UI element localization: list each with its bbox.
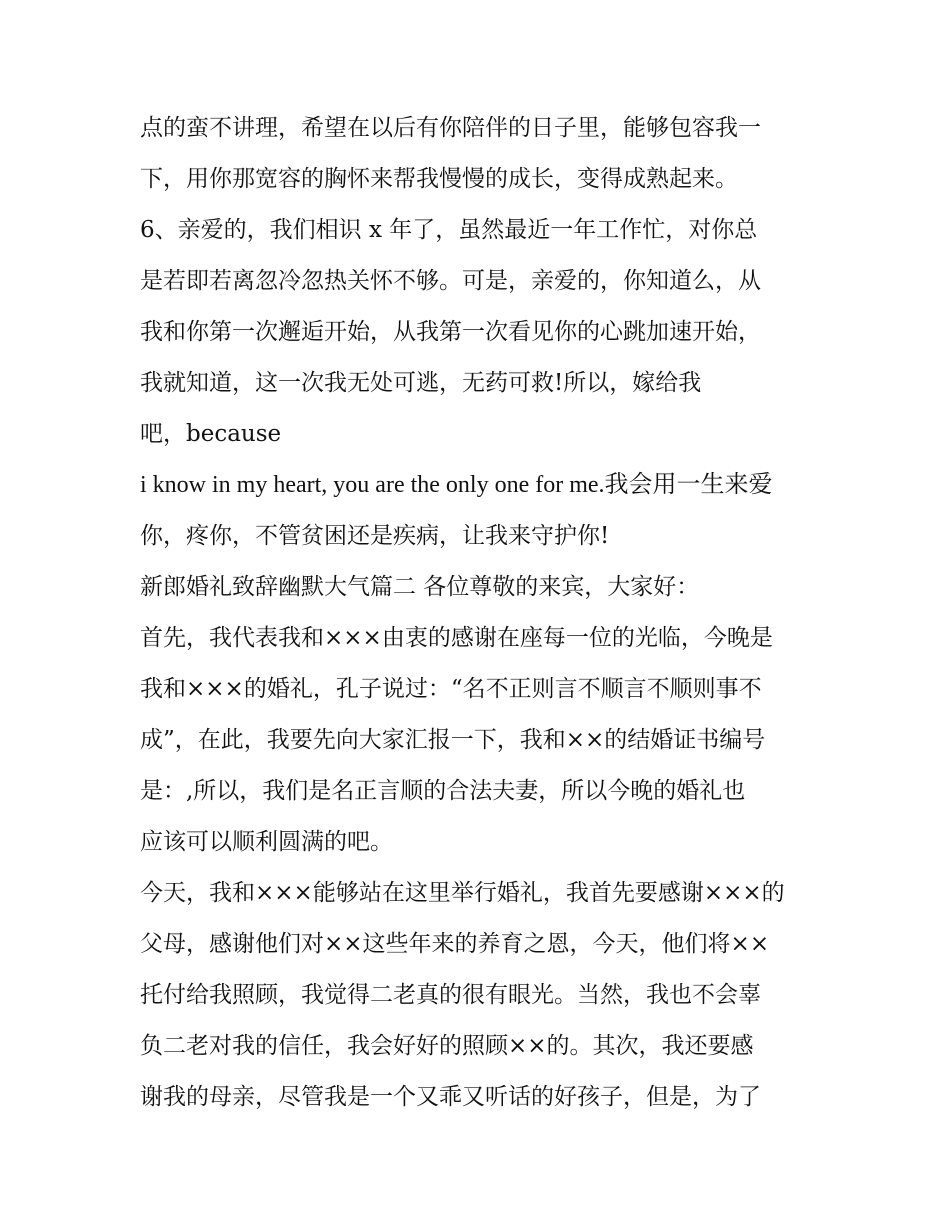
document-body — [140, 103, 820, 1123]
text-line: 我和你第一次邂逅开始，从我第一次看见你的心跳加速开始， — [140, 319, 761, 345]
text-line: 父母，感谢他们对××这些年来的养育之恩，今天，他们将×× — [140, 931, 770, 957]
text-line: 负二老对我的信任，我会好好的照顾××的。其次，我还要感 — [140, 1033, 754, 1059]
text-line: 首先，我代表我和×××由衷的感谢在座每一位的光临，今晚是 — [140, 625, 773, 651]
text-line: 我就知道，这一次我无处可逃，无药可救!所以，嫁给我 — [140, 370, 702, 396]
section-heading: 新郎婚礼致辞幽默大气篇二 各位尊敬的来宾，大家好： — [140, 574, 700, 600]
text-line: 我和×××的婚礼，孔子说过：“名不正则言不顺言不顺则事不 — [140, 676, 762, 702]
text-line: 6、亲爱的，我们相识 x 年了，虽然最近一年工作忙，对你总 — [140, 217, 758, 243]
text-line: 应该可以顺利圆满的吧。 — [140, 829, 393, 855]
text-line: 是：,所以，我们是名正言顺的合法夫妻，所以今晚的婚礼也 — [140, 778, 746, 804]
text-line: 托付给我照顾，我觉得二老真的很有眼光。当然，我也不会辜 — [140, 982, 761, 1008]
text-line: i know in my heart, you are the only one for me.我会用一生来爱 — [140, 472, 773, 498]
text-line: 下，用你那宽容的胸怀来帮我慢慢的成长，变得成熟起来。 — [140, 166, 738, 192]
text-line: 点的蛮不讲理，希望在以后有你陪伴的日子里，能够包容我一 — [140, 115, 761, 141]
text-line: 今天，我和×××能够站在这里举行婚礼，我首先要感谢×××的 — [140, 880, 785, 906]
text-line: 是若即若离忽冷忽热关怀不够。可是，亲爱的，你知道么，从 — [140, 268, 761, 294]
text-line: 谢我的母亲，尽管我是一个又乖又听话的好孩子，但是，为了 — [140, 1084, 761, 1110]
text-line: 成”，在此，我要先向大家汇报一下，我和××的结婚证书编号 — [140, 727, 766, 753]
text-line: 你，疼你，不管贫困还是疾病，让我来守护你! — [140, 523, 610, 549]
text-line: 吧，because — [140, 421, 282, 447]
